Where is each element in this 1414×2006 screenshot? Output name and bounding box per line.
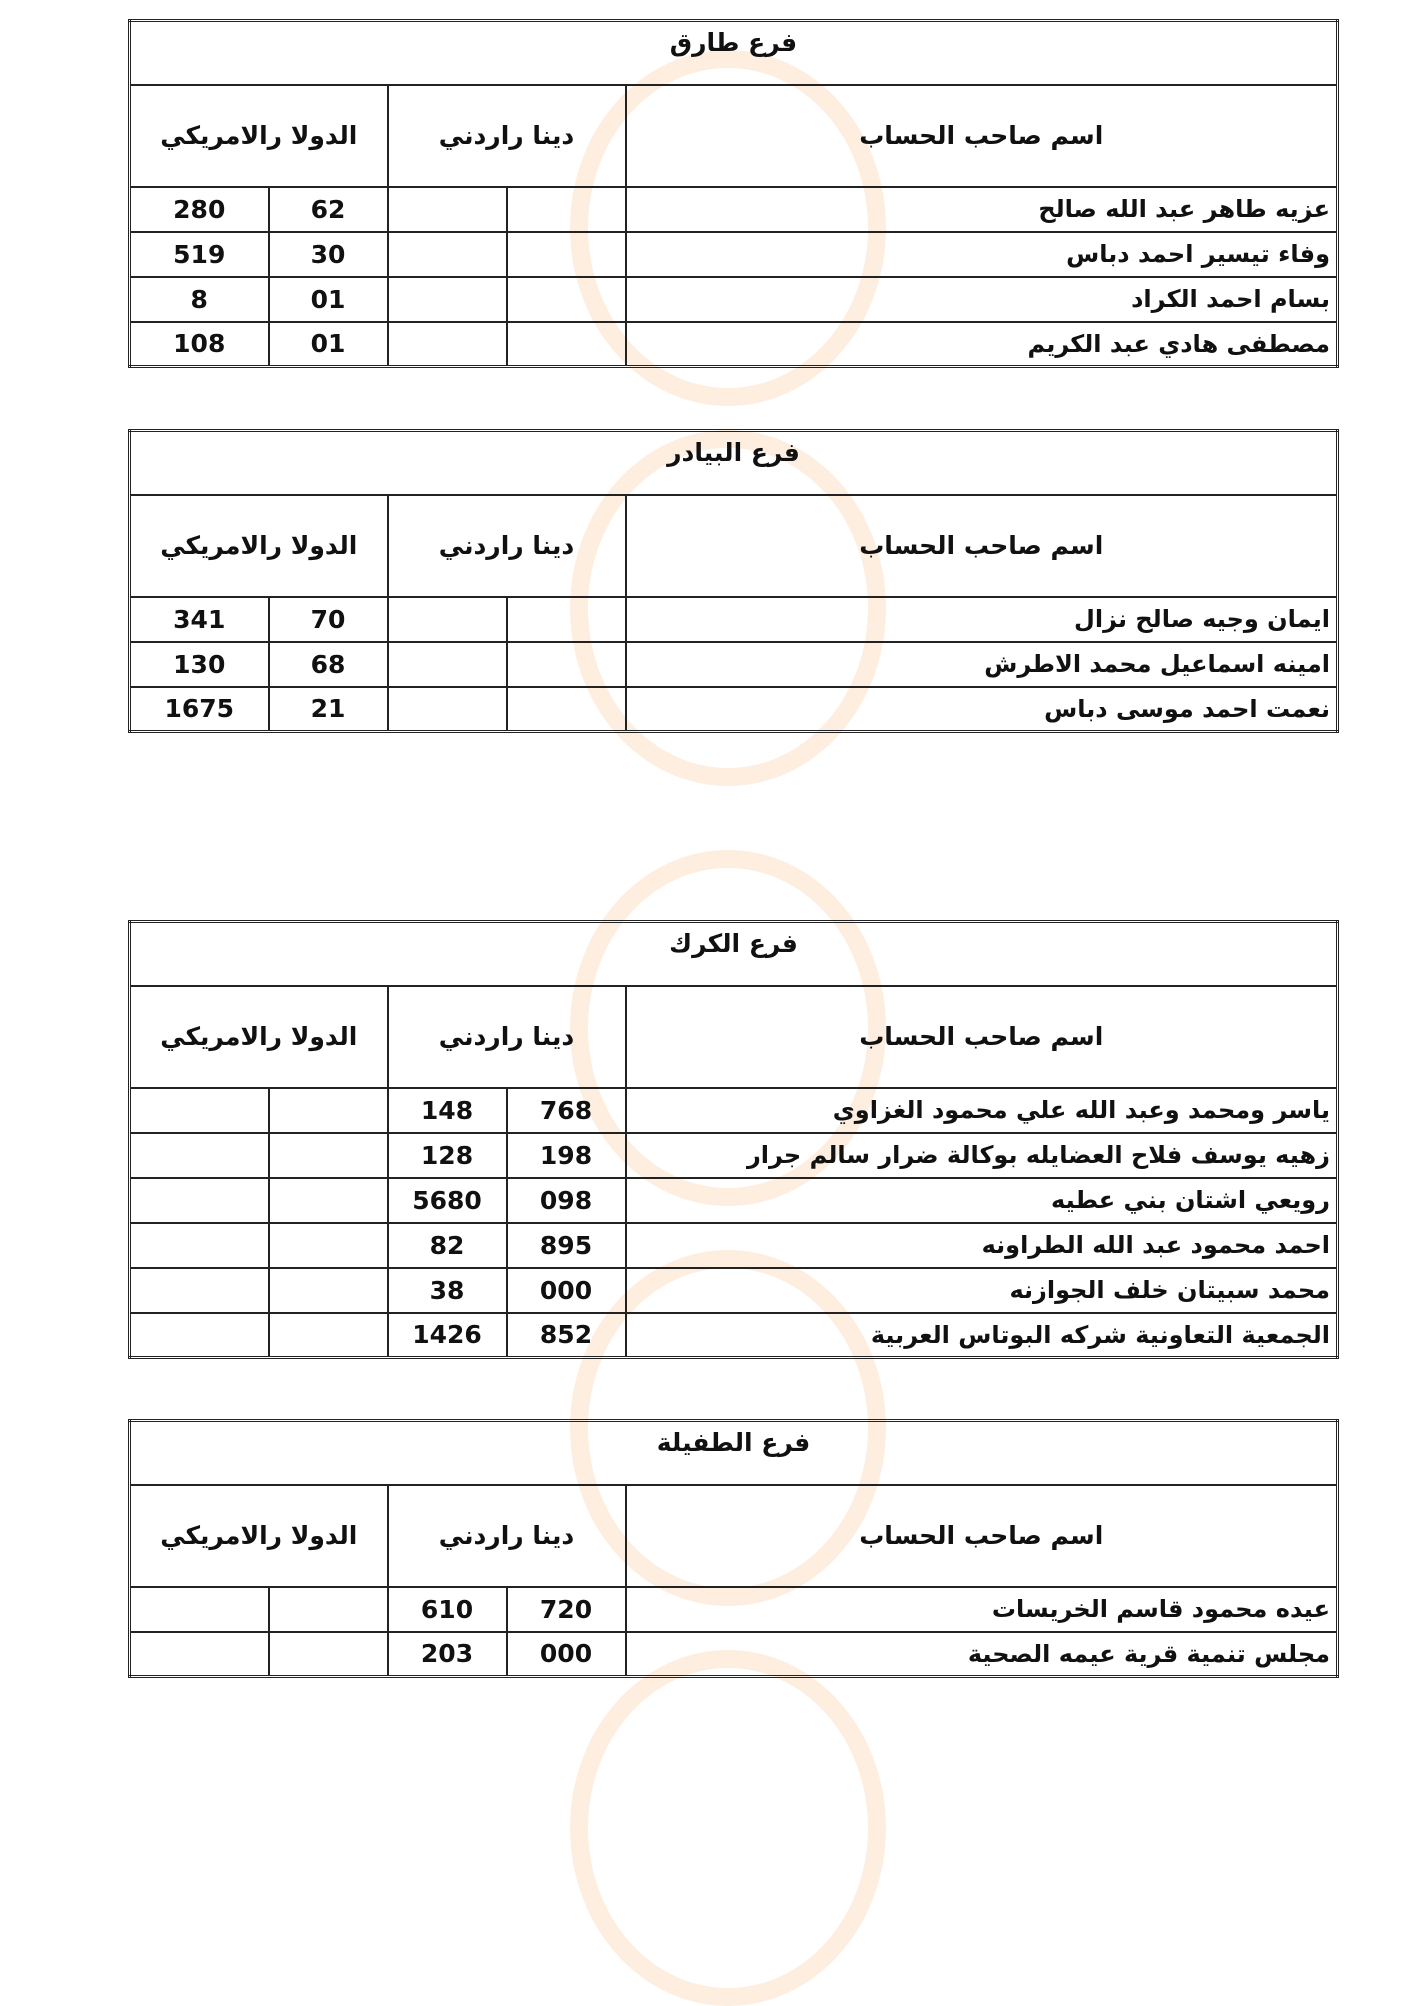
usd-fraction bbox=[269, 1178, 388, 1223]
table-row bbox=[130, 1088, 1338, 1133]
usd-amount bbox=[130, 1268, 269, 1313]
usd-amount: 519 bbox=[130, 232, 269, 277]
account-holder-name: مصطفى هادي عبد الكريم bbox=[626, 322, 1338, 367]
branch-table bbox=[128, 19, 1339, 368]
usd-fraction bbox=[269, 1223, 388, 1268]
table-row bbox=[130, 232, 1338, 277]
jod-amount bbox=[388, 642, 507, 687]
usd-amount: 341 bbox=[130, 597, 269, 642]
table-row bbox=[130, 1313, 1338, 1358]
usd-fraction: 70 bbox=[269, 597, 388, 642]
usd-fraction: 30 bbox=[269, 232, 388, 277]
usd-fraction bbox=[269, 1313, 388, 1358]
jod-amount: 128 bbox=[388, 1133, 507, 1178]
table-row bbox=[130, 1632, 1338, 1677]
jod-amount: 610 bbox=[388, 1587, 507, 1632]
header-usd: الدولا رالامريكي bbox=[130, 986, 388, 1088]
table-row bbox=[130, 187, 1338, 232]
table-row bbox=[130, 687, 1338, 732]
account-holder-name: احمد محمود عبد الله الطراونه bbox=[626, 1223, 1338, 1268]
table-row bbox=[130, 597, 1338, 642]
jod-amount: 148 bbox=[388, 1088, 507, 1133]
jod-fraction bbox=[507, 232, 626, 277]
table-row bbox=[130, 1133, 1338, 1178]
jod-fraction bbox=[507, 277, 626, 322]
usd-amount bbox=[130, 1223, 269, 1268]
table-row bbox=[130, 1268, 1338, 1313]
account-holder-name: عزيه طاهر عبد الله صالح bbox=[626, 187, 1338, 232]
usd-fraction: 01 bbox=[269, 277, 388, 322]
account-holder-name: نعمت احمد موسى دباس bbox=[626, 687, 1338, 732]
usd-amount: 8 bbox=[130, 277, 269, 322]
usd-fraction bbox=[269, 1632, 388, 1677]
account-holder-name: مجلس تنمية قرية عيمه الصحية bbox=[626, 1632, 1338, 1677]
header-jod: دينا راردني bbox=[388, 986, 626, 1088]
account-holder-name: عيده محمود قاسم الخريسات bbox=[626, 1587, 1338, 1632]
usd-amount bbox=[130, 1632, 269, 1677]
usd-amount bbox=[130, 1178, 269, 1223]
jod-amount bbox=[388, 277, 507, 322]
table-row bbox=[130, 1223, 1338, 1268]
header-jod: دينا راردني bbox=[388, 85, 626, 187]
usd-fraction bbox=[269, 1133, 388, 1178]
account-holder-name: زهيه يوسف فلاح العضايله بوكالة ضرار سالم جرار bbox=[626, 1133, 1338, 1178]
jod-amount: 82 bbox=[388, 1223, 507, 1268]
jod-fraction bbox=[507, 187, 626, 232]
jod-amount bbox=[388, 322, 507, 367]
jod-fraction: 000 bbox=[507, 1268, 626, 1313]
table-row bbox=[130, 277, 1338, 322]
header-jod: دينا راردني bbox=[388, 495, 626, 597]
jod-fraction: 198 bbox=[507, 1133, 626, 1178]
account-holder-name: امينه اسماعيل محمد الاطرش bbox=[626, 642, 1338, 687]
header-usd: الدولا رالامريكي bbox=[130, 1485, 388, 1587]
usd-fraction bbox=[269, 1587, 388, 1632]
header-account-name: اسم صاحب الحساب bbox=[626, 986, 1338, 1088]
branch-table bbox=[128, 429, 1339, 733]
jod-fraction bbox=[507, 322, 626, 367]
jod-fraction: 000 bbox=[507, 1632, 626, 1677]
usd-amount bbox=[130, 1313, 269, 1358]
account-holder-name: ياسر ومحمد وعبد الله علي محمود الغزاوي bbox=[626, 1088, 1338, 1133]
jod-fraction: 768 bbox=[507, 1088, 626, 1133]
usd-amount bbox=[130, 1587, 269, 1632]
usd-fraction: 68 bbox=[269, 642, 388, 687]
account-holder-name: رويعي اشتان بني عطيه bbox=[626, 1178, 1338, 1223]
branch-title: فرع طارق bbox=[130, 21, 1338, 85]
usd-amount: 280 bbox=[130, 187, 269, 232]
account-holder-name: الجمعية التعاونية شركه البوتاس العربية bbox=[626, 1313, 1338, 1358]
branch-title: فرع البيادر bbox=[130, 431, 1338, 495]
jod-fraction bbox=[507, 687, 626, 732]
jod-fraction bbox=[507, 642, 626, 687]
account-holder-name: وفاء تيسير احمد دباس bbox=[626, 232, 1338, 277]
usd-fraction bbox=[269, 1268, 388, 1313]
table-row bbox=[130, 1178, 1338, 1223]
table-row bbox=[130, 642, 1338, 687]
usd-amount bbox=[130, 1088, 269, 1133]
jod-amount bbox=[388, 687, 507, 732]
branch-title: فرع الطفيلة bbox=[130, 1421, 1338, 1485]
jod-fraction: 852 bbox=[507, 1313, 626, 1358]
watermark-clock bbox=[570, 1650, 886, 2006]
table-row bbox=[130, 322, 1338, 367]
jod-amount: 5680 bbox=[388, 1178, 507, 1223]
jod-amount: 1426 bbox=[388, 1313, 507, 1358]
jod-fraction: 098 bbox=[507, 1178, 626, 1223]
usd-amount: 130 bbox=[130, 642, 269, 687]
header-jod: دينا راردني bbox=[388, 1485, 626, 1587]
jod-amount: 38 bbox=[388, 1268, 507, 1313]
jod-fraction: 895 bbox=[507, 1223, 626, 1268]
header-account-name: اسم صاحب الحساب bbox=[626, 495, 1338, 597]
usd-fraction bbox=[269, 1088, 388, 1133]
header-account-name: اسم صاحب الحساب bbox=[626, 85, 1338, 187]
jod-amount: 203 bbox=[388, 1632, 507, 1677]
account-holder-name: ايمان وجيه صالح نزال bbox=[626, 597, 1338, 642]
usd-amount bbox=[130, 1133, 269, 1178]
header-usd: الدولا رالامريكي bbox=[130, 495, 388, 597]
branch-table bbox=[128, 920, 1339, 1359]
jod-fraction bbox=[507, 597, 626, 642]
account-holder-name: محمد سبيتان خلف الجوازنه bbox=[626, 1268, 1338, 1313]
usd-fraction: 62 bbox=[269, 187, 388, 232]
header-account-name: اسم صاحب الحساب bbox=[626, 1485, 1338, 1587]
usd-amount: 108 bbox=[130, 322, 269, 367]
jod-amount bbox=[388, 597, 507, 642]
jod-amount bbox=[388, 232, 507, 277]
branch-title: فرع الكرك bbox=[130, 922, 1338, 986]
header-usd: الدولا رالامريكي bbox=[130, 85, 388, 187]
table-row bbox=[130, 1587, 1338, 1632]
usd-amount: 1675 bbox=[130, 687, 269, 732]
account-holder-name: بسام احمد الكراد bbox=[626, 277, 1338, 322]
usd-fraction: 21 bbox=[269, 687, 388, 732]
branch-table bbox=[128, 1419, 1339, 1678]
usd-fraction: 01 bbox=[269, 322, 388, 367]
jod-fraction: 720 bbox=[507, 1587, 626, 1632]
jod-amount bbox=[388, 187, 507, 232]
